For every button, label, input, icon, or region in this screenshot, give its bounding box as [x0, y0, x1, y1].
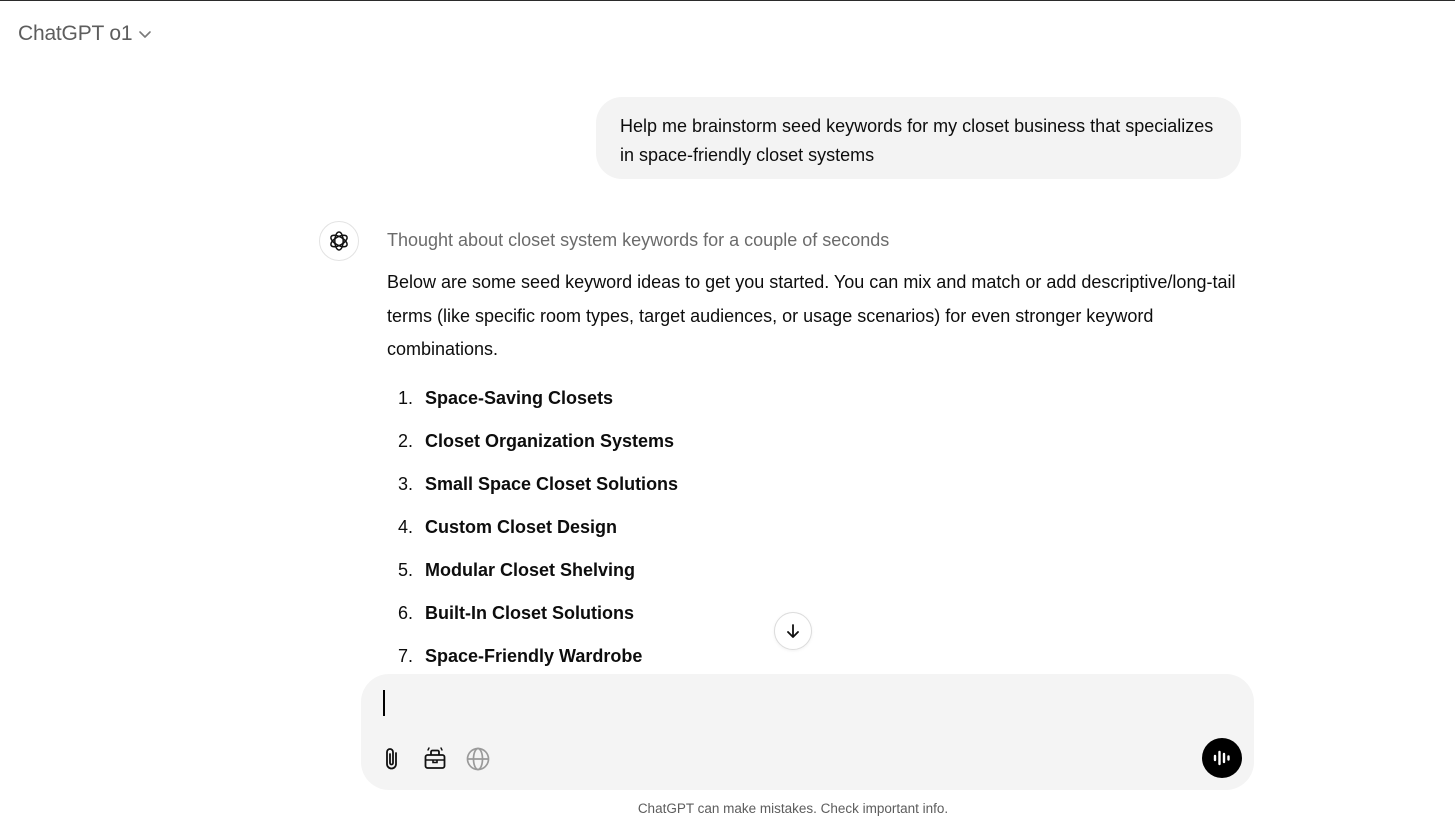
message-input[interactable] — [383, 690, 1183, 718]
keyword-label: Modular Closet Shelving — [425, 560, 636, 580]
keyword-label: Small Space Closet Solutions — [425, 474, 679, 494]
list-number: 1. — [397, 388, 413, 408]
chevron-down-icon — [138, 27, 152, 41]
assistant-intro: Below are some seed keyword ideas to get you started. You can mix and match or add descriptive/long-tail terms (like specific room types, target audiences, or usage scenarios) for even stronger keyword combinations. — [387, 272, 1236, 359]
text-caret — [383, 690, 385, 716]
top-border — [0, 0, 1455, 1]
list-number: 5. — [397, 560, 413, 580]
toolbox-icon — [422, 746, 448, 772]
globe-icon — [465, 746, 491, 772]
keyword-label: Custom Closet Design — [425, 517, 618, 537]
keyword-label: Built-In Closet Solutions — [425, 603, 634, 623]
list-number: 4. — [397, 517, 413, 537]
list-number: 7. — [397, 646, 413, 666]
keyword-list — [387, 377, 987, 678]
scroll-to-bottom-button[interactable] — [774, 612, 812, 650]
user-message: Help me brainstorm seed keywords for my closet business that specializes in space-friendly closet systems — [596, 97, 1241, 179]
list-item — [387, 463, 987, 506]
list-item — [387, 377, 987, 420]
voice-waveform-icon — [1211, 747, 1233, 769]
message-composer — [361, 674, 1254, 790]
keyword-label: Space-Saving Closets — [425, 388, 614, 408]
list-item — [387, 549, 987, 592]
list-item — [387, 420, 987, 463]
keyword-label: Closet Organization Systems — [425, 431, 675, 451]
list-item — [387, 592, 987, 635]
paperclip-icon — [381, 746, 403, 772]
list-item — [387, 635, 987, 678]
voice-mode-button[interactable] — [1202, 738, 1242, 778]
list-item — [387, 506, 987, 549]
disclaimer: ChatGPT can make mistakes. Check important info. — [637, 801, 949, 816]
assistant-avatar — [319, 221, 359, 261]
list-number: 2. — [397, 431, 413, 451]
list-number: 3. — [397, 474, 413, 494]
tools-button[interactable] — [420, 744, 450, 774]
thought-summary[interactable]: Thought about closet system keywords for a couple of seconds — [387, 230, 890, 250]
list-number: 6. — [397, 603, 413, 623]
attach-button[interactable] — [377, 744, 407, 774]
search-web-button[interactable] — [463, 744, 493, 774]
model-name: ChatGPT o1 — [18, 22, 133, 45]
model-switcher[interactable] — [18, 22, 152, 46]
keyword-label: Space-Friendly Wardrobe — [425, 646, 643, 666]
openai-logo-icon — [327, 229, 351, 253]
arrow-down-icon — [784, 622, 802, 640]
